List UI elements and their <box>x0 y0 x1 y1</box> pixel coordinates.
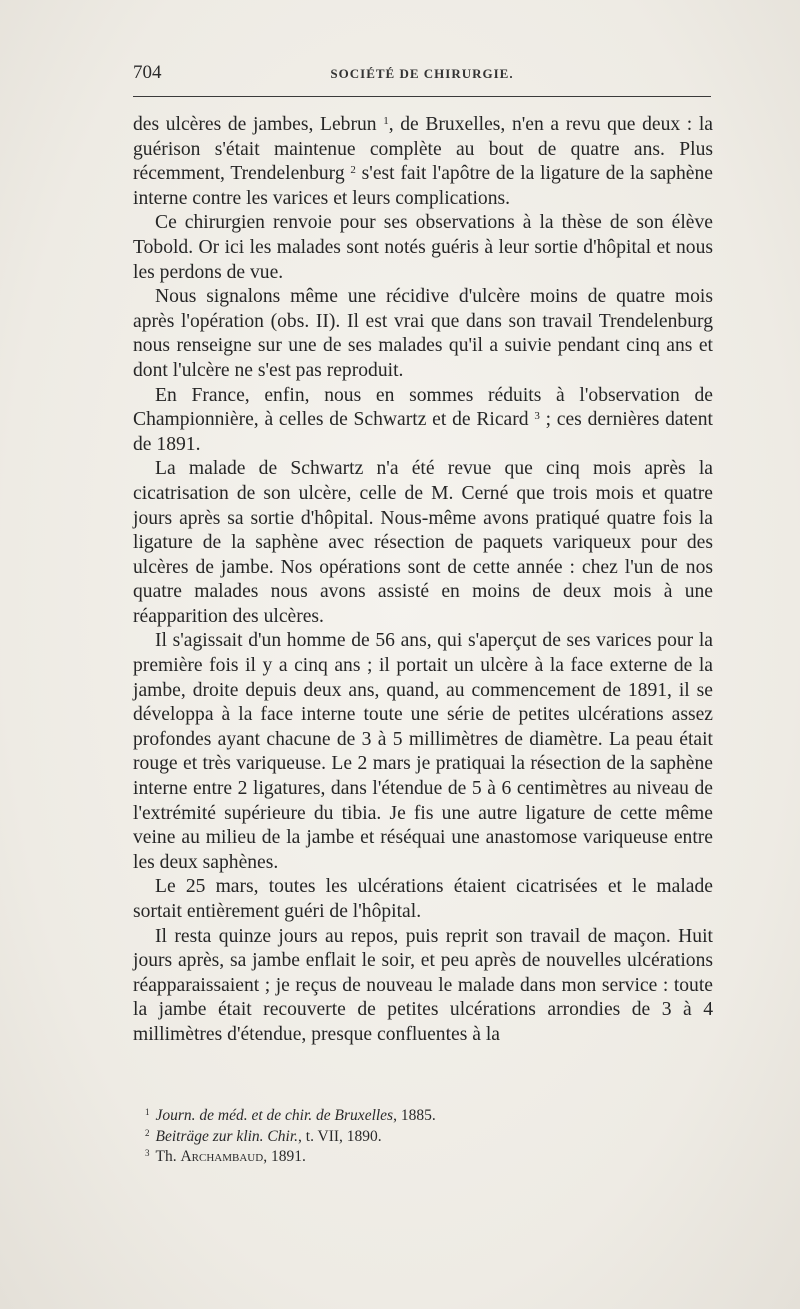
body-text <box>133 113 713 1048</box>
paragraph <box>133 457 713 629</box>
footnote <box>145 1147 705 1168</box>
footnote-prefix: Th. <box>155 1148 181 1165</box>
footnote-ref: 1 <box>383 115 389 127</box>
paragraph-text: En France, enfin, nous en sommes réduits à l'observation de Championnière, à celles de Schwartz et de Ricard <box>133 384 713 431</box>
footnote-mark: 3 <box>145 1148 150 1158</box>
footnote-mark: 2 <box>145 1127 150 1138</box>
paragraph <box>133 211 713 285</box>
paragraph-text: La malade de Schwartz n'a été revue que cinq mois après la cicatrisation de son ulcère, celle de M. Cerné que trois mois et quatre jours après sa sortie d'hôpital. Nous-même avons pratiqué quatre fois la ligature de la saphène avec résection de paquets variqueux pour des ulcères de jambe. Nos opérations sont de cette année : chez l'un de nos quatre malades nous avons assisté en moins de deux mois à une réapparition des ulcères. <box>133 458 713 627</box>
page-number: 704 <box>133 62 162 83</box>
paragraph-text: Le 25 mars, toutes les ulcérations étaient cicatrisées et le malade sortait entièrement guéri de l'hôpital. <box>133 876 713 922</box>
footnote-mark: 1 <box>145 1107 150 1117</box>
paragraph-text: ; ces dernières datent de 1891. <box>133 409 713 455</box>
footnote <box>145 1106 705 1127</box>
paragraph-text: Nous signalons même une récidive d'ulcère moins de quatre mois après l'opération (obs. II). Il est vrai que dans son travail Trendelenburg nous renseigne sur une de ses malades qu'il a suivie pendant cinq ans et dont l'ulcère ne s'est pas reproduit. <box>133 286 713 381</box>
paragraph <box>133 384 713 458</box>
footnotes <box>145 1106 705 1168</box>
footnote-citation: , 1891. <box>263 1148 306 1165</box>
footnote-author: Archambaud <box>180 1148 264 1165</box>
footnote-title: Beiträge zur klin. Chir. <box>155 1127 299 1145</box>
paragraph-text: Il s'agissait d'un homme de 56 ans, qui s'aperçut de ses varices pour la première fois il y a cinq ans ; il portait un ulcère à la face externe de la jambe, droite depuis deux ans, quand, au commencement de 1891, il se développa à la face interne toute une série de petites ulcérations assez profondes ayant chacune de 3 à 5 millimètres de diamètre. La peau était rouge et très variqueuse. Le 2 mars je pratiquai la résection de la saphène interne entre 2 ligatures, dans l'étendue de 5 à 6 centimètres au niveau de l'extrémité supérieure du tibia. Je fis une autre ligature de cette même veine au milieu de la jambe et réséquai une anastomose variqueuse entre les deux saphènes. <box>133 630 713 873</box>
footnote-ref: 3 <box>534 410 540 423</box>
page-header <box>133 62 711 86</box>
header-rule <box>133 96 711 97</box>
paragraph <box>133 285 713 383</box>
paragraph <box>133 875 713 924</box>
paragraph-text: Ce chirurgien renvoie pour ses observations à la thèse de son élève Tobold. Or ici les malades sont notés guéris à leur sortie d'hôpital et nous les perdons de vue. <box>133 212 713 283</box>
running-head: SOCIÉTÉ DE CHIRURGIE. <box>330 66 514 81</box>
paragraph-text: des ulcères de jambes, Lebrun <box>133 114 384 135</box>
footnote <box>145 1127 705 1148</box>
footnote-title: Journ. de méd. et de chir. de Bruxelles <box>155 1107 394 1124</box>
paragraph-text: , de Bruxelles, n'en a revu que deux : la guérison s'était maintenue complète au bout de quatre ans. Plus récemment, Trendelenburg <box>133 114 713 185</box>
paragraph <box>133 629 713 875</box>
paragraph-text: Il resta quinze jours au repos, puis reprit son travail de maçon. Huit jours après, sa jambe enflait le soir, et peu après de nouvelles ulcérations réapparaissaient ; je reçus de nouveau le malade dans mon service : toute la jambe était recouverte de petites ulcérations arrondies de 3 à 4 millimètres d'étendue, presque confluentes à la <box>133 925 713 1045</box>
footnote-ref: 2 <box>350 164 356 177</box>
footnote-citation: , t. VII, 1890. <box>298 1127 382 1145</box>
paragraph <box>133 925 713 1048</box>
paragraph-text: s'est fait l'apôtre de la ligature de la saphène interne contre les varices et leurs complications. <box>133 163 713 209</box>
paragraph <box>133 113 713 211</box>
footnote-citation: , 1885. <box>393 1107 436 1124</box>
